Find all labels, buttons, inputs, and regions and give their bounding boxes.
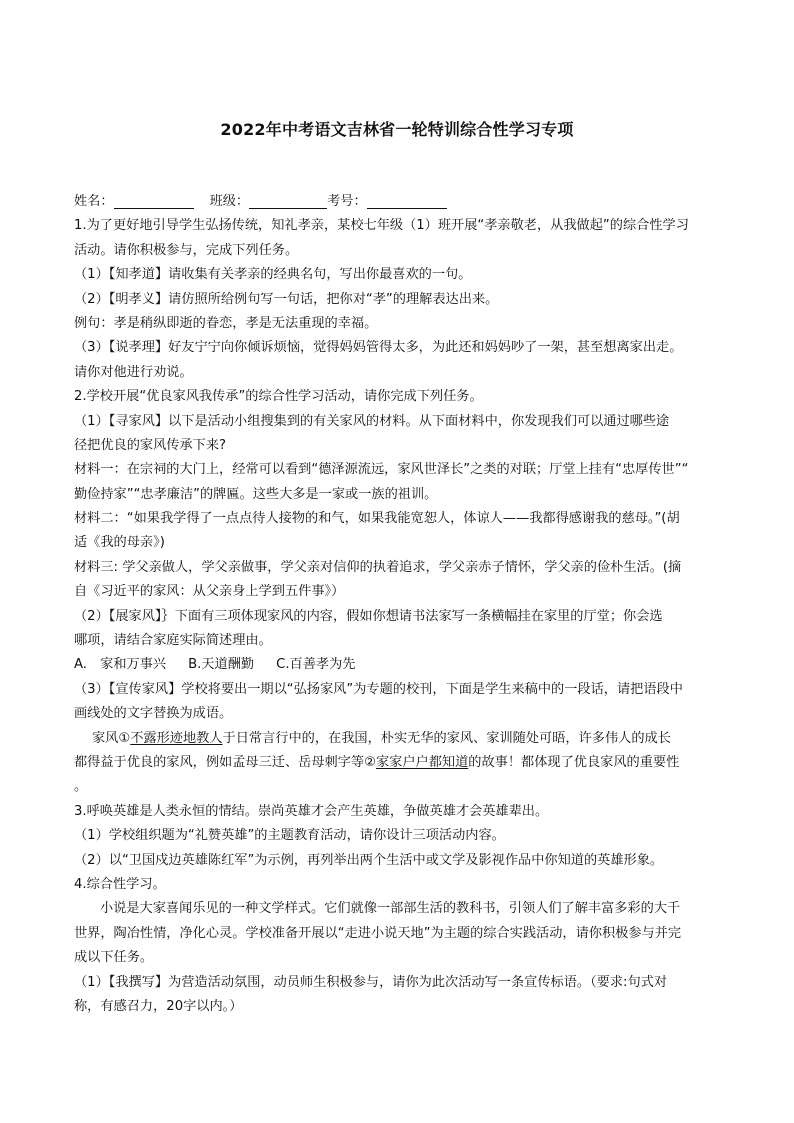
- underlined-phrase-1: 不露形迹地教人: [130, 730, 223, 746]
- q2-passage-line-3: 。: [74, 779, 88, 795]
- option-c: C.百善孝为先: [276, 657, 356, 673]
- q2-material2-line-1: 材料二：“如果我学得了一点点待人接物的和气，如果我能宽恕人，体谅人——我都得感谢我的慈母。”(胡: [74, 511, 680, 527]
- mark-circle-2: ②: [364, 754, 376, 770]
- passage-text: 家风: [92, 730, 119, 746]
- document-body: [74, 190, 722, 1019]
- q2-stem: 2.学校开展“优良家风我传承”的综合性学习活动，请你完成下列任务。: [74, 389, 483, 405]
- q4-stem: 4.综合性学习。: [74, 876, 166, 892]
- q1-example: 例句：孝是稍纵即逝的眷恋，孝是无法重现的幸福。: [74, 315, 378, 331]
- name-label: 姓名：: [74, 194, 114, 209]
- q2-sub1-line-2: 径把优良的家风传承下来?: [74, 437, 227, 453]
- q2-material3-line-2: 自《习近平的家风：从父亲身上学到五件事》）: [74, 584, 345, 600]
- q1-stem-line-1: 1.为了更好地引导学生弘扬传统，知礼孝亲，某校七年级（1）班开展“孝亲敬老，从我做起”的综合性学习: [74, 218, 689, 234]
- student-info-line: [74, 190, 722, 214]
- q2-options: [74, 653, 722, 677]
- exam-no-label: 考号：: [327, 194, 367, 209]
- option-a: A. 家和万事兴: [74, 657, 167, 673]
- q2-sub3-line-1: （3）【宣传家风】学校将要出一期以“弘扬家风”为专题的校刊，下面是学生来稿中的一段话，请把语段中: [74, 681, 683, 697]
- class-blank[interactable]: [249, 192, 327, 209]
- q3-sub2: （2）以“卫国戍边英雄陈红军”为示例，再列举出两个生活中或文学及影视作品中你知道的英雄形象。: [74, 852, 664, 868]
- q2-sub2-line-1: （2）【展家风】｝下面有三项体现家风的内容，假如你想请书法家写一条横幅挂在家里的厅堂；你会选: [74, 608, 663, 624]
- q2-passage-line-1: [74, 727, 722, 751]
- name-blank[interactable]: [114, 192, 194, 209]
- exam-no-blank[interactable]: [367, 192, 447, 209]
- q1-sub3-line-1: （3）【说孝理】好友宁宁向你倾诉烦恼，觉得妈妈管得太多，为此还和妈妈吵了一架，甚至想离家出走。: [74, 340, 683, 356]
- q4-sub1-line-1: （1）【我撰写】为营造活动氛围，动员师生积极参与，请你为此次活动写一条宣传标语。（要求:句式对: [74, 974, 668, 990]
- passage-text: 于日常言行中的，在我国，朴实无华的家风、家训随处可晤，许多伟人的成长: [222, 730, 671, 746]
- class-label: 班级：: [209, 194, 250, 209]
- passage-text: 都得益于优良的家风，例如孟母三迁、岳母刺字等: [74, 754, 365, 770]
- q2-material2-line-2: 适《我的母亲》): [74, 535, 165, 551]
- passage-text: 的故事！都体现了优良家风的重要性: [468, 754, 680, 770]
- q2-material1-line-1: 材料一：在宗祠的大门上，经常可以看到“德泽源流远，家风世泽长”之类的对联；厅堂上挂有“忠厚传世”“: [74, 462, 689, 478]
- q1-stem-line-2: 活动。请你积极参与，完成下列任务。: [74, 242, 299, 258]
- mark-circle-1: ①: [118, 730, 131, 746]
- option-b: B.天道酬勤: [188, 657, 255, 673]
- q2-passage-line-2: [74, 751, 722, 775]
- q2-sub2-line-2: 哪项，请结合家庭实际简述理由。: [74, 633, 272, 649]
- q1-sub1: （1）【知孝道】请收集有关孝亲的经典名句，写出你最喜欢的一句。: [74, 267, 472, 283]
- underlined-phrase-2: 家家户户都知道: [375, 754, 469, 770]
- q3-sub1: （1）学校组织题为“礼赞英雄”的主题教育活动，请你设计三项活动内容。: [74, 828, 505, 844]
- q4-sub1-line-2: 称，有感召力，20字以内。）: [74, 998, 243, 1014]
- q3-stem: 3.呼唤英雄是人类永恒的情结。崇尚英雄才会产生英雄，争做英雄才会英雄辈出。: [74, 803, 549, 819]
- page-title: 2022年中考语文吉林省一轮特训综合性学习专项: [220, 120, 574, 139]
- q2-material3-line-1: 材料三: 学父亲做人，学父亲做事，学父亲对信仰的执着追求，学父亲赤子情怀，学父亲的俭朴生活。(摘: [74, 559, 682, 575]
- q2-sub3-line-2: 画线处的文字替换为成语。: [74, 706, 233, 722]
- q1-sub3-line-2: 请你对他进行劝说。: [74, 364, 193, 380]
- q1-sub2: （2）【明孝义】请仿照所给例句写一句话，把你对“孝”的理解表达出来。: [74, 291, 499, 307]
- q2-sub1-line-1: （1）【寻家风】以下是活动小组搜集到的有关家风的材料。从下面材料中，你发现我们可以通过哪些途: [74, 413, 670, 429]
- q4-intro-line-1: 小说是大家喜闻乐见的一种文学样式。它们就像一部部生活的教科书，引领人们了解丰富多彩的大千: [100, 901, 681, 917]
- q4-intro-line-3: 成以下任务。: [74, 950, 154, 966]
- q2-material1-line-2: 勤俭持家”“忠孝廉洁”的牌匾。这些大多是一家或一族的祖训。: [74, 486, 438, 502]
- q4-intro-line-2: 世界，陶冶性情，净化心灵。学校准备开展以“走进小说天地”为主题的综合实践活动，请你积极参与并完: [74, 925, 682, 941]
